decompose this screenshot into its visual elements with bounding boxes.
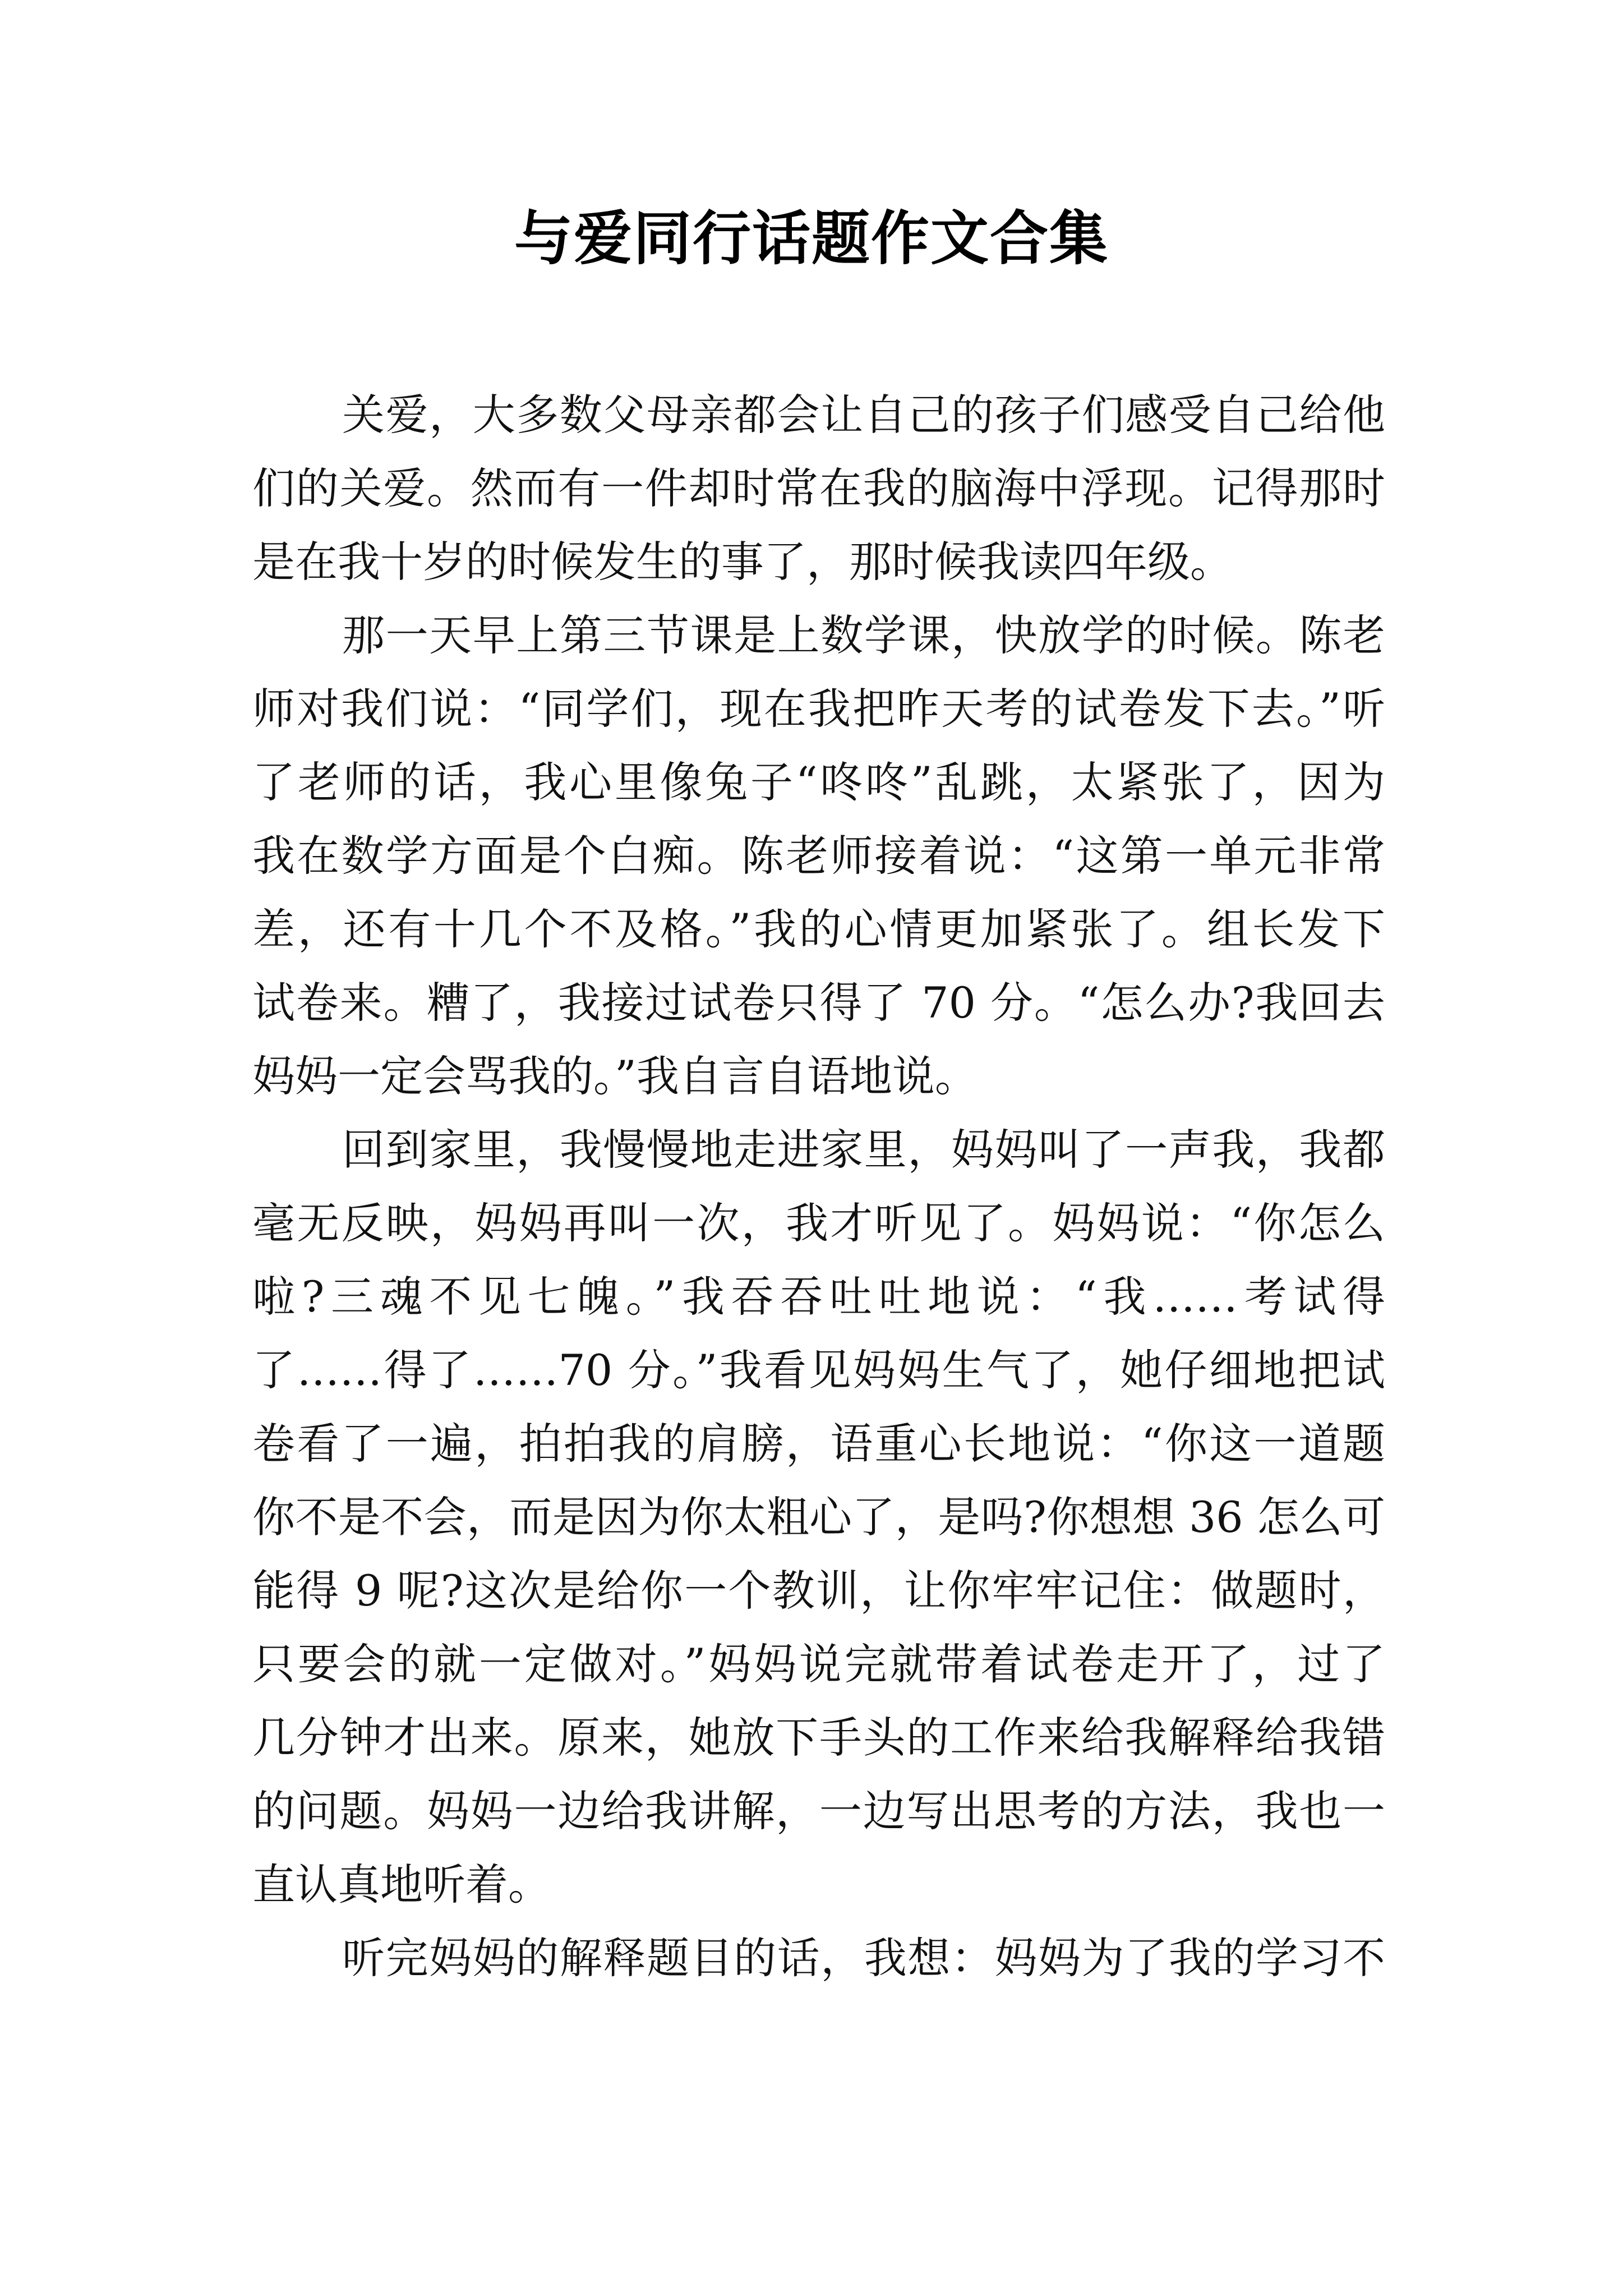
text-line: 关爱，大多数父母亲都会让自己的孩子们感受自己给他: [342, 390, 1385, 440]
text-line: 回到家里，我慢慢地走进家里，妈妈叫了一声我，我都: [342, 1125, 1385, 1175]
text-line: 卷看了一遍，拍拍我的肩膀，语重心长地说：“你这一道题: [252, 1419, 1385, 1469]
text-line: 你不是不会，而是因为你太粗心了，是吗?你想想 36 怎么可: [252, 1492, 1385, 1542]
document-title: 与爱同行话题作文合集: [514, 204, 1109, 273]
text-line: 了……得了……70 分。”我看见妈妈生气了，她仔细地把试: [252, 1345, 1385, 1395]
text-line: 了老师的话，我心里像兔子“咚咚”乱跳，太紧张了，因为: [252, 757, 1385, 807]
text-line: 只要会的就一定做对。”妈妈说完就带着试卷走开了，过了: [252, 1639, 1385, 1689]
text-line: 啦?三魂不见七魄。”我吞吞吐吐地说：“我……考试得: [252, 1272, 1385, 1322]
text-line: 妈妈一定会骂我的。”我自言自语地说。: [252, 1051, 978, 1101]
text-line: 试卷来。糟了，我接过试卷只得了 70 分。“怎么办?我回去: [252, 978, 1385, 1028]
text-line: 差，还有十几个不及格。”我的心情更加紧张了。组长发下: [252, 904, 1385, 954]
document-body: [252, 378, 1385, 1995]
text-line: 毫无反映，妈妈再叫一次，我才听见了。妈妈说：“你怎么: [252, 1198, 1385, 1248]
text-line: 那一天早上第三节课是上数学课，快放学的时候。陈老: [342, 610, 1385, 660]
paragraph: [252, 378, 1385, 599]
text-line: 的问题。妈妈一边给我讲解，一边写出思考的方法，我也一: [252, 1786, 1385, 1836]
text-line: 们的关爱。然而有一件却时常在我的脑海中浮现。记得那时: [252, 463, 1385, 513]
text-line: 能得 9 呢?这次是给你一个教训，让你牢牢记住：做题时，: [252, 1566, 1385, 1616]
paragraph: [252, 1113, 1385, 1921]
text-line: 直认真地听着。: [252, 1860, 551, 1910]
text-line: 是在我十岁的时候发生的事了，那时候我读四年级。: [252, 537, 1233, 587]
text-line: 几分钟才出来。原来，她放下手头的工作来给我解释给我错: [252, 1713, 1385, 1763]
paragraph: [252, 1921, 1385, 1995]
paragraph: [252, 599, 1385, 1113]
text-line: 师对我们说：“同学们，现在我把昨天考的试卷发下去。”听: [252, 684, 1385, 734]
text-line: 听完妈妈的解释题目的话，我想：妈妈为了我的学习不: [342, 1933, 1385, 1983]
text-line: 我在数学方面是个白痴。陈老师接着说：“这第一单元非常: [252, 831, 1385, 881]
